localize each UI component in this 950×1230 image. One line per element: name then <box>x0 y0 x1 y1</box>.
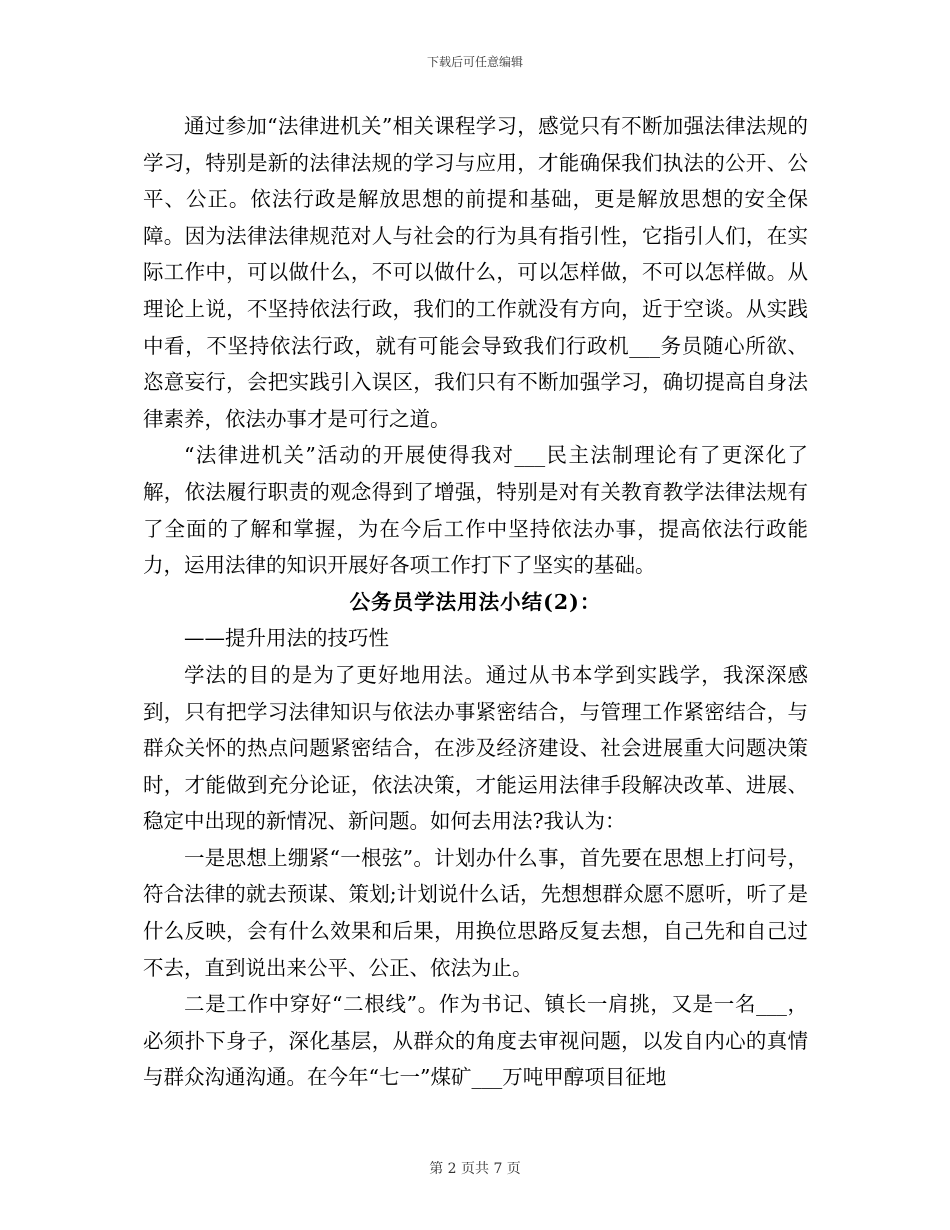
page-header: 下载后可任意编辑 <box>426 55 523 69</box>
page-footer: 第 2 页共 7 页 <box>429 1161 521 1177</box>
section-heading: 公务员学法用法小结(2)： <box>349 589 602 614</box>
section-subtitle: ——提升用法的技巧性 <box>184 626 389 651</box>
paragraph-4: 一是思想上绷紧“一根弦”。计划办什么事，首先要在思想上打问号，符合法律的就去预谋、策划;计划说什么话，先想想群众愿不愿听，听了是什么反映，会有什么效果和后果，用换位思路反复去想，自己先和自己过不去，直到说出来公平、公正、依法为止。 <box>143 845 808 980</box>
paragraph-2: “法律进机关”活动的开展使得我对___民主法制理论有了更深化了解，依法履行职责的观念得到了增强，特别是对有关教育教学法律法规有了全面的了解和掌握，为在今后工作中坚持依法办事，提高依法行政能力，运用法律的知识开展好各项工作打下了坚实的基础。 <box>143 443 808 578</box>
document-body <box>143 108 808 1096</box>
paragraph-3: 学法的目的是为了更好地用法。通过从书本学到实践学，我深深感到，只有把学习法律知识与依法办事紧密结合，与管理工作紧密结合，与群众关怀的热点问题紧密结合，在涉及经济建设、社会进展重大问题决策时，才能做到充分论证，依法决策，才能运用法律手段解决改革、进展、稳定中出现的新情况、新问题。如何去用法?我认为： <box>143 662 808 834</box>
paragraph-5: 二是工作中穿好“二根线”。作为书记、镇长一肩挑，又是一名___，必须扑下身子，深化基层，从群众的角度去审视问题，以发自内心的真情与群众沟通沟通。在今年“七一”煤矿___万吨甲醇项目征地 <box>143 992 808 1090</box>
paragraph-1: 通过参加“法律进机关”相关课程学习，感觉只有不断加强法律法规的学习，特别是新的法律法规的学习与应用，才能确保我们执法的公开、公平、公正。依法行政是解放思想的前提和基础，更是解放思想的安全保障。因为法律法律规范对人与社会的行为具有指引性，它指引人们，在实际工作中，可以做什么，不可以做什么，可以怎样做，不可以怎样做。从理论上说，不坚持依法行政，我们的工作就没有方向，近于空谈。从实践中看，不坚持依法行政，就有可能会导致我们行政机___务员随心所欲、恣意妄行，会把实践引入误区，我们只有不断加强学习，确切提高自身法律素养，依法办事才是可行之道。 <box>143 114 808 431</box>
